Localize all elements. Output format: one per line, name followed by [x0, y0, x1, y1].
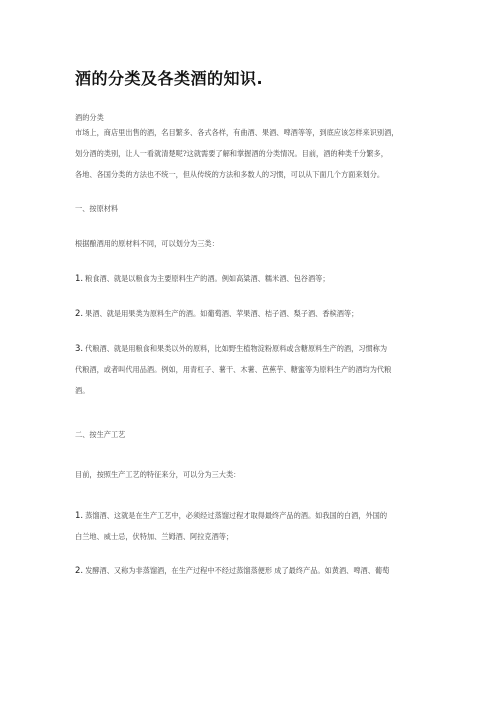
- section1-item-2: [75, 303, 435, 325]
- intro-heading: 酒的分类: [75, 113, 104, 122]
- section2-heading: 二、按生产工艺: [75, 430, 126, 439]
- section2-lead: 目前，按照生产工艺的特征来分，可以分为三大类：: [75, 470, 241, 479]
- intro-line-3: 各地、各国分类的方法也不统一，但从传统的方法和多数人的习惯，可以从下面几个方面来划分。: [75, 170, 385, 179]
- section2-item-1: [75, 505, 435, 527]
- section1-item-3-line-3: 酒。: [75, 386, 90, 395]
- section1-heading: 一、按原材料: [75, 204, 119, 213]
- section1-item-1: [75, 268, 435, 290]
- section1-lead: 根据酿酒用的原材料不同，可以划分为三类：: [75, 239, 219, 248]
- section1-item-3-line-2: 代粮酒，或者叫代用品酒。例如，用青杠子、薯干、木薯、芭蕉芋、糖蜜等为原料生产的酒均为代粮: [75, 365, 392, 374]
- item-number: 2.: [75, 566, 84, 576]
- item-text: 蒸馏酒、这就是在生产工艺中，必须经过蒸馏过程才取得最终产品的酒。如我国的白酒，外国的: [85, 511, 388, 520]
- item-text: 发酵酒、又称为非蒸馏酒，在生产过程中不经过蒸馏蒸便形 成了最终产品。如黄酒、啤酒、葡萄: [85, 566, 390, 575]
- item-text: 粮食酒、就是以粮食为主要原料生产的酒。例如高粱酒、糯米酒、包谷酒等；: [85, 274, 330, 283]
- item-number: 3.: [75, 344, 84, 354]
- section2-item-2: [75, 560, 435, 582]
- item-text: 代粮酒、就是用粮食和果类以外的原料，比如野生植物淀粉原料或含糖原料生产的酒，习惯称为: [85, 344, 388, 353]
- intro-line-2: 划分酒的类别，让人一看就清楚呢?这就需要了解和掌握酒的分类情况。目前，酒的种类千分繁多，: [75, 149, 388, 158]
- item-number: 1.: [75, 274, 84, 284]
- document-title: 酒的分类及各类酒的知识.: [75, 69, 264, 88]
- section1-item-3: [75, 338, 435, 360]
- section2-item-1-line-2: 白兰地、威士忌，伏特加、兰姆酒、阿拉克酒等；: [75, 532, 234, 541]
- intro-line-1: 市场上，商店里出售的酒，名目繁多、各式各样，有曲酒、果酒、啤酒等等，到底应该怎样来识别酒，: [75, 128, 399, 137]
- item-number: 2.: [75, 309, 84, 319]
- item-text: 果酒、就是用果类为原料生产的酒。如葡萄酒、苹果酒、桔子酒、梨子酒、香槟酒等；: [85, 309, 359, 318]
- item-number: 1.: [75, 511, 84, 521]
